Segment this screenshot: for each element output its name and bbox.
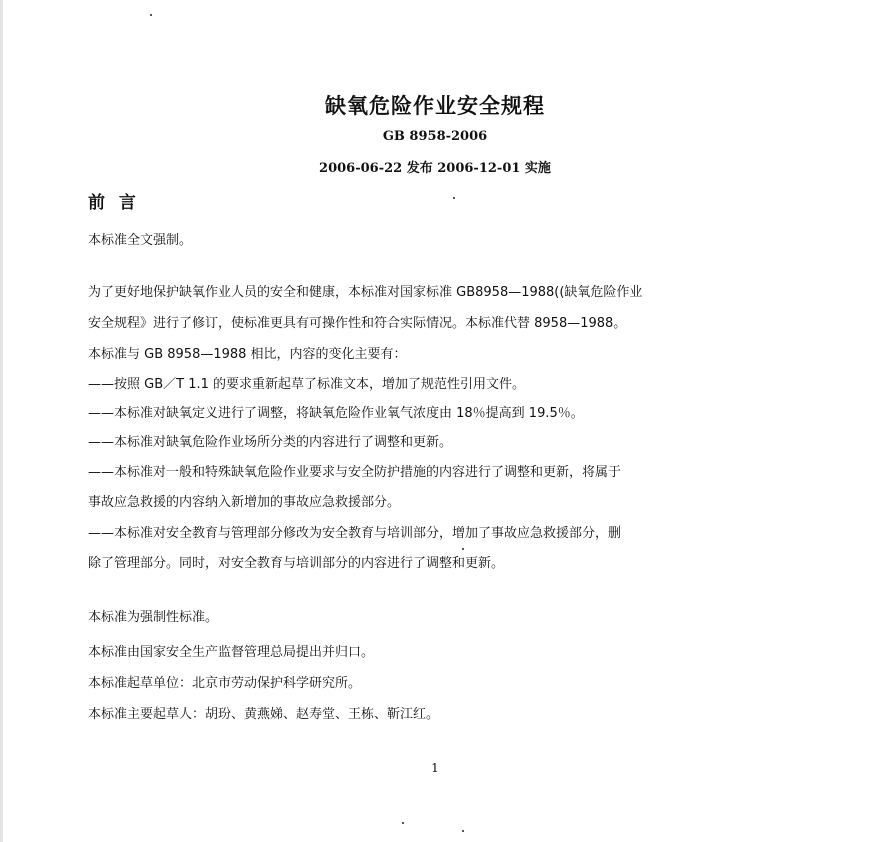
page-number: 1: [431, 761, 439, 775]
document-title: 缺氧危险作业安全规程: [325, 94, 545, 118]
paragraph-line: 本标准为强制性标准。: [88, 610, 219, 625]
list-item-continuation: 事故应急救援的内容纳入新增加的事故应急救援部分。: [88, 495, 401, 510]
paragraph-line: 本标准全文强制。: [88, 233, 193, 248]
paragraph-line: 安全规程》进行了修订，使标准更具有可操作性和符合实际情况。本标准代替 8958—1988。: [88, 316, 627, 331]
list-item: ——按照 GB／T 1.1 的要求重新起草了标准文本，增加了规范性引用文件。: [88, 377, 526, 392]
scan-speck: [462, 548, 464, 550]
scan-speck: [402, 822, 404, 824]
scan-edge: [0, 0, 3, 842]
list-item: ——本标准对安全教育与管理部分修改为安全教育与培训部分，增加了事故应急救援部分，删: [88, 526, 622, 541]
scan-speck: [150, 14, 152, 16]
standard-number: GB 8958-2006: [382, 129, 488, 144]
paragraph-line: 本标准与 GB 8958—1988 相比，内容的变化主要有：: [88, 347, 407, 362]
section-heading-foreword: 前 言: [88, 193, 140, 213]
paragraph-line: 本标准由国家安全生产监督管理总局提出并归口。: [88, 645, 375, 660]
list-item: ——本标准对缺氧危险作业场所分类的内容进行了调整和更新。: [88, 435, 453, 450]
list-item-continuation: 除了管理部分。同时，对安全教育与培训部分的内容进行了调整和更新。: [88, 556, 505, 571]
list-item: ——本标准对一般和特殊缺氧危险作业要求与安全防护措施的内容进行了调整和更新，将属于: [88, 465, 622, 480]
scan-speck: [462, 830, 464, 832]
scan-speck: [453, 197, 455, 199]
paragraph-line: 本标准起草单位：北京市劳动保护科学研究所。: [88, 676, 362, 691]
paragraph-line: 本标准主要起草人：胡玢、黄燕娣、赵寿堂、王栋、靳江红。: [88, 707, 440, 722]
publication-dates: 2006-06-22 发布 2006-12-01 实施: [319, 161, 551, 176]
list-item: ——本标准对缺氧定义进行了调整，将缺氧危险作业氧气浓度由 18％提高到 19.5％。: [88, 406, 584, 421]
paragraph-line: 为了更好地保护缺氧作业人员的安全和健康，本标准对国家标准 GB8958—1988((缺氧危险作业: [88, 285, 643, 300]
